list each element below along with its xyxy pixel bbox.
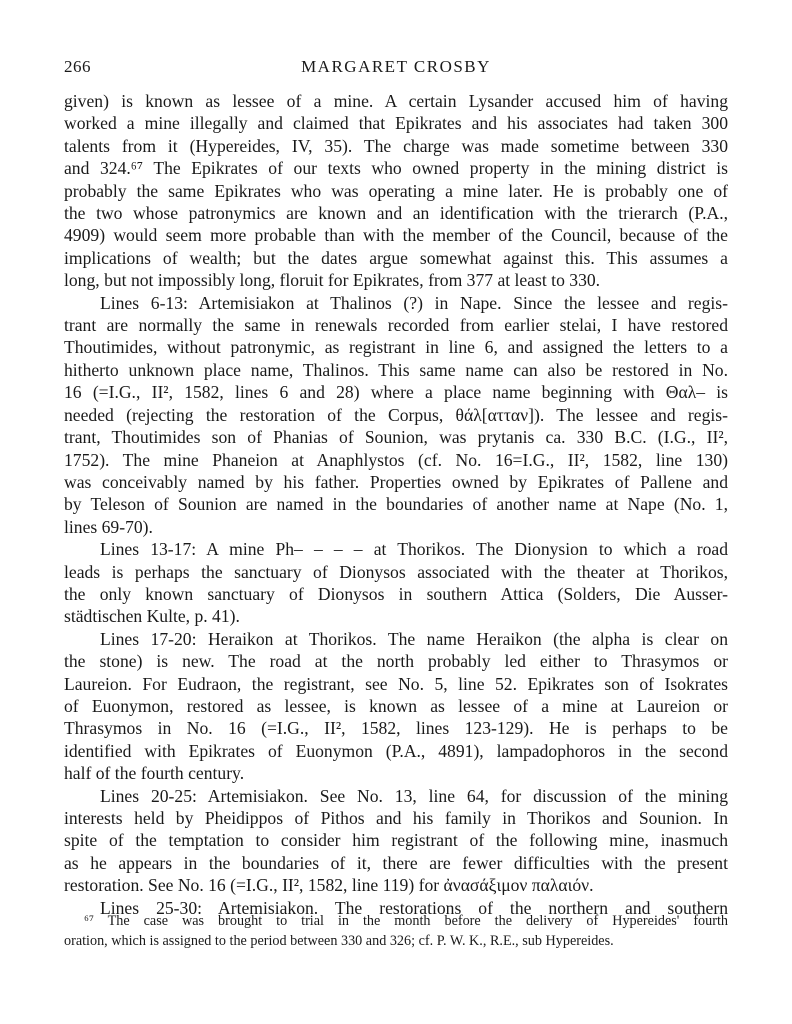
text-line: given) is known as lessee of a mine. A certain Lysander accused him of having <box>64 91 728 111</box>
text-line: as he appears in the boundaries of it, there are fewer difficulties with the present <box>64 852 728 873</box>
text-line: talents from it (Hypereides, IV, 35). The charge was made sometime between 330 <box>64 135 728 156</box>
text-line: and 324.⁶⁷ The Epikrates of our texts who owned property in the mining district is <box>64 158 728 179</box>
text-line: 4909) would seem more probable than with the member of the Council, because of the <box>64 225 728 246</box>
text-line: Thoutimides, without patronymic, as registrant in line 6, and assigned the letters to a <box>64 337 728 358</box>
text-line: of Euonymon, restored as lessee, is known as lessee of a mine at Laureion or <box>64 695 728 716</box>
text-line: half of the fourth century. <box>64 763 245 784</box>
text-line: Lines 25-30: Artemisiakon. The restorations of the northern and southern <box>100 897 728 918</box>
body-text <box>64 90 728 919</box>
text-line: städtischen Kulte, p. 41). <box>64 606 240 627</box>
text-line: was conceivably named by his father. Properties owned by Epikrates of Pallene and <box>64 471 728 492</box>
text-line: spite of the temptation to consider him registrant of the following mine, inasmuch <box>64 830 728 851</box>
text-line: worked a mine illegally and claimed that Epikrates and his associates had taken 300 <box>64 113 728 134</box>
text-line: Lines 17-20: Heraikon at Thorikos. The name Heraikon (the alpha is clear on <box>100 628 728 649</box>
text-line: the only known sanctuary of Dionysos in southern Attica (Solders, Die Ausser- <box>64 583 728 604</box>
text-line: interests held by Pheidippos of Pithos and his family in Thorikos and Sounion. In <box>64 808 728 828</box>
text-line: Lines 20-25: Artemisiakon. See No. 13, line 64, for discussion of the mining <box>100 785 728 806</box>
footnote <box>64 912 728 951</box>
footnote-line: oration, which is assigned to the period between 330 and 326; cf. P. W. K., R.E., sub Hypereides. <box>64 932 614 949</box>
text-line: Lines 13-17: A mine Ph– – – – at Thorikos. The Dionysion to which a road <box>100 539 728 560</box>
text-line: trant are normally the same in renewals recorded from earlier stelai, I have restored <box>64 315 728 336</box>
paragraph <box>64 785 728 897</box>
text-line: leads is perhaps the sanctuary of Dionysos associated with the theater at Thorikos, <box>64 561 728 582</box>
text-line: identified with Epikrates of Euonymon (P.A., 4891), lampadophoros in the second <box>64 740 728 761</box>
text-line: Thrasymos in No. 16 (=I.G., II², 1582, lines 123-129). He is perhaps to be <box>64 718 728 739</box>
text-line: the stone) is new. The road at the north probably led either to Thrasymos or <box>64 651 728 672</box>
paragraph <box>64 628 728 785</box>
text-line: Lines 6-13: Artemisiakon at Thalinos (?) in Nape. Since the lessee and regis- <box>100 292 728 313</box>
paragraph <box>64 90 728 292</box>
page-number: 266 <box>64 57 91 76</box>
text-line: trant, Thoutimides son of Phanias of Sounion, was prytanis ca. 330 B.C. (I.G., II², <box>64 427 728 448</box>
paragraph <box>64 292 728 538</box>
text-line: restoration. See No. 16 (=I.G., II², 1582, line 119) for ἀνασάξιμον παλαιόν. <box>64 875 594 896</box>
running-head: MARGARET CROSBY <box>301 57 491 76</box>
footnote-line: ⁶⁷ The case was brought to trial in the month before the delivery of Hypereides' fourth <box>84 913 728 929</box>
text-line: long, but not impossibly long, floruit for Epikrates, from 377 at least to 330. <box>64 270 601 291</box>
text-line: 16 (=I.G., II², 1582, lines 6 and 28) where a place name beginning with Θαλ– is <box>64 382 728 403</box>
text-line: by Teleson of Sounion are named in the boundaries of another name at Nape (No. 1, <box>64 494 728 515</box>
paragraph <box>64 538 728 628</box>
text-line: hitherto unknown place name, Thalinos. This same name can also be restored in No. <box>64 359 728 380</box>
text-line: implications of wealth; but the dates argue somewhat against this. This assumes a <box>64 247 728 268</box>
text-line: lines 69-70). <box>64 516 153 537</box>
page-header <box>64 57 728 81</box>
text-line: probably the same Epikrates who was operating a mine later. He is probably one of <box>64 180 728 201</box>
text-line: 1752). The mine Phaneion at Anaphlystos (cf. No. 16=I.G., II², 1582, line 130) <box>64 449 728 470</box>
text-line: needed (rejecting the restoration of the Corpus, θάλ[ατταν]). The lessee and regis- <box>64 404 728 425</box>
text-line: Laureion. For Eudraon, the registrant, see No. 5, line 52. Epikrates son of Isokrates <box>64 673 728 694</box>
text-line: the two whose patronymics are known and an identification with the trierarch (P.A., <box>64 203 728 224</box>
